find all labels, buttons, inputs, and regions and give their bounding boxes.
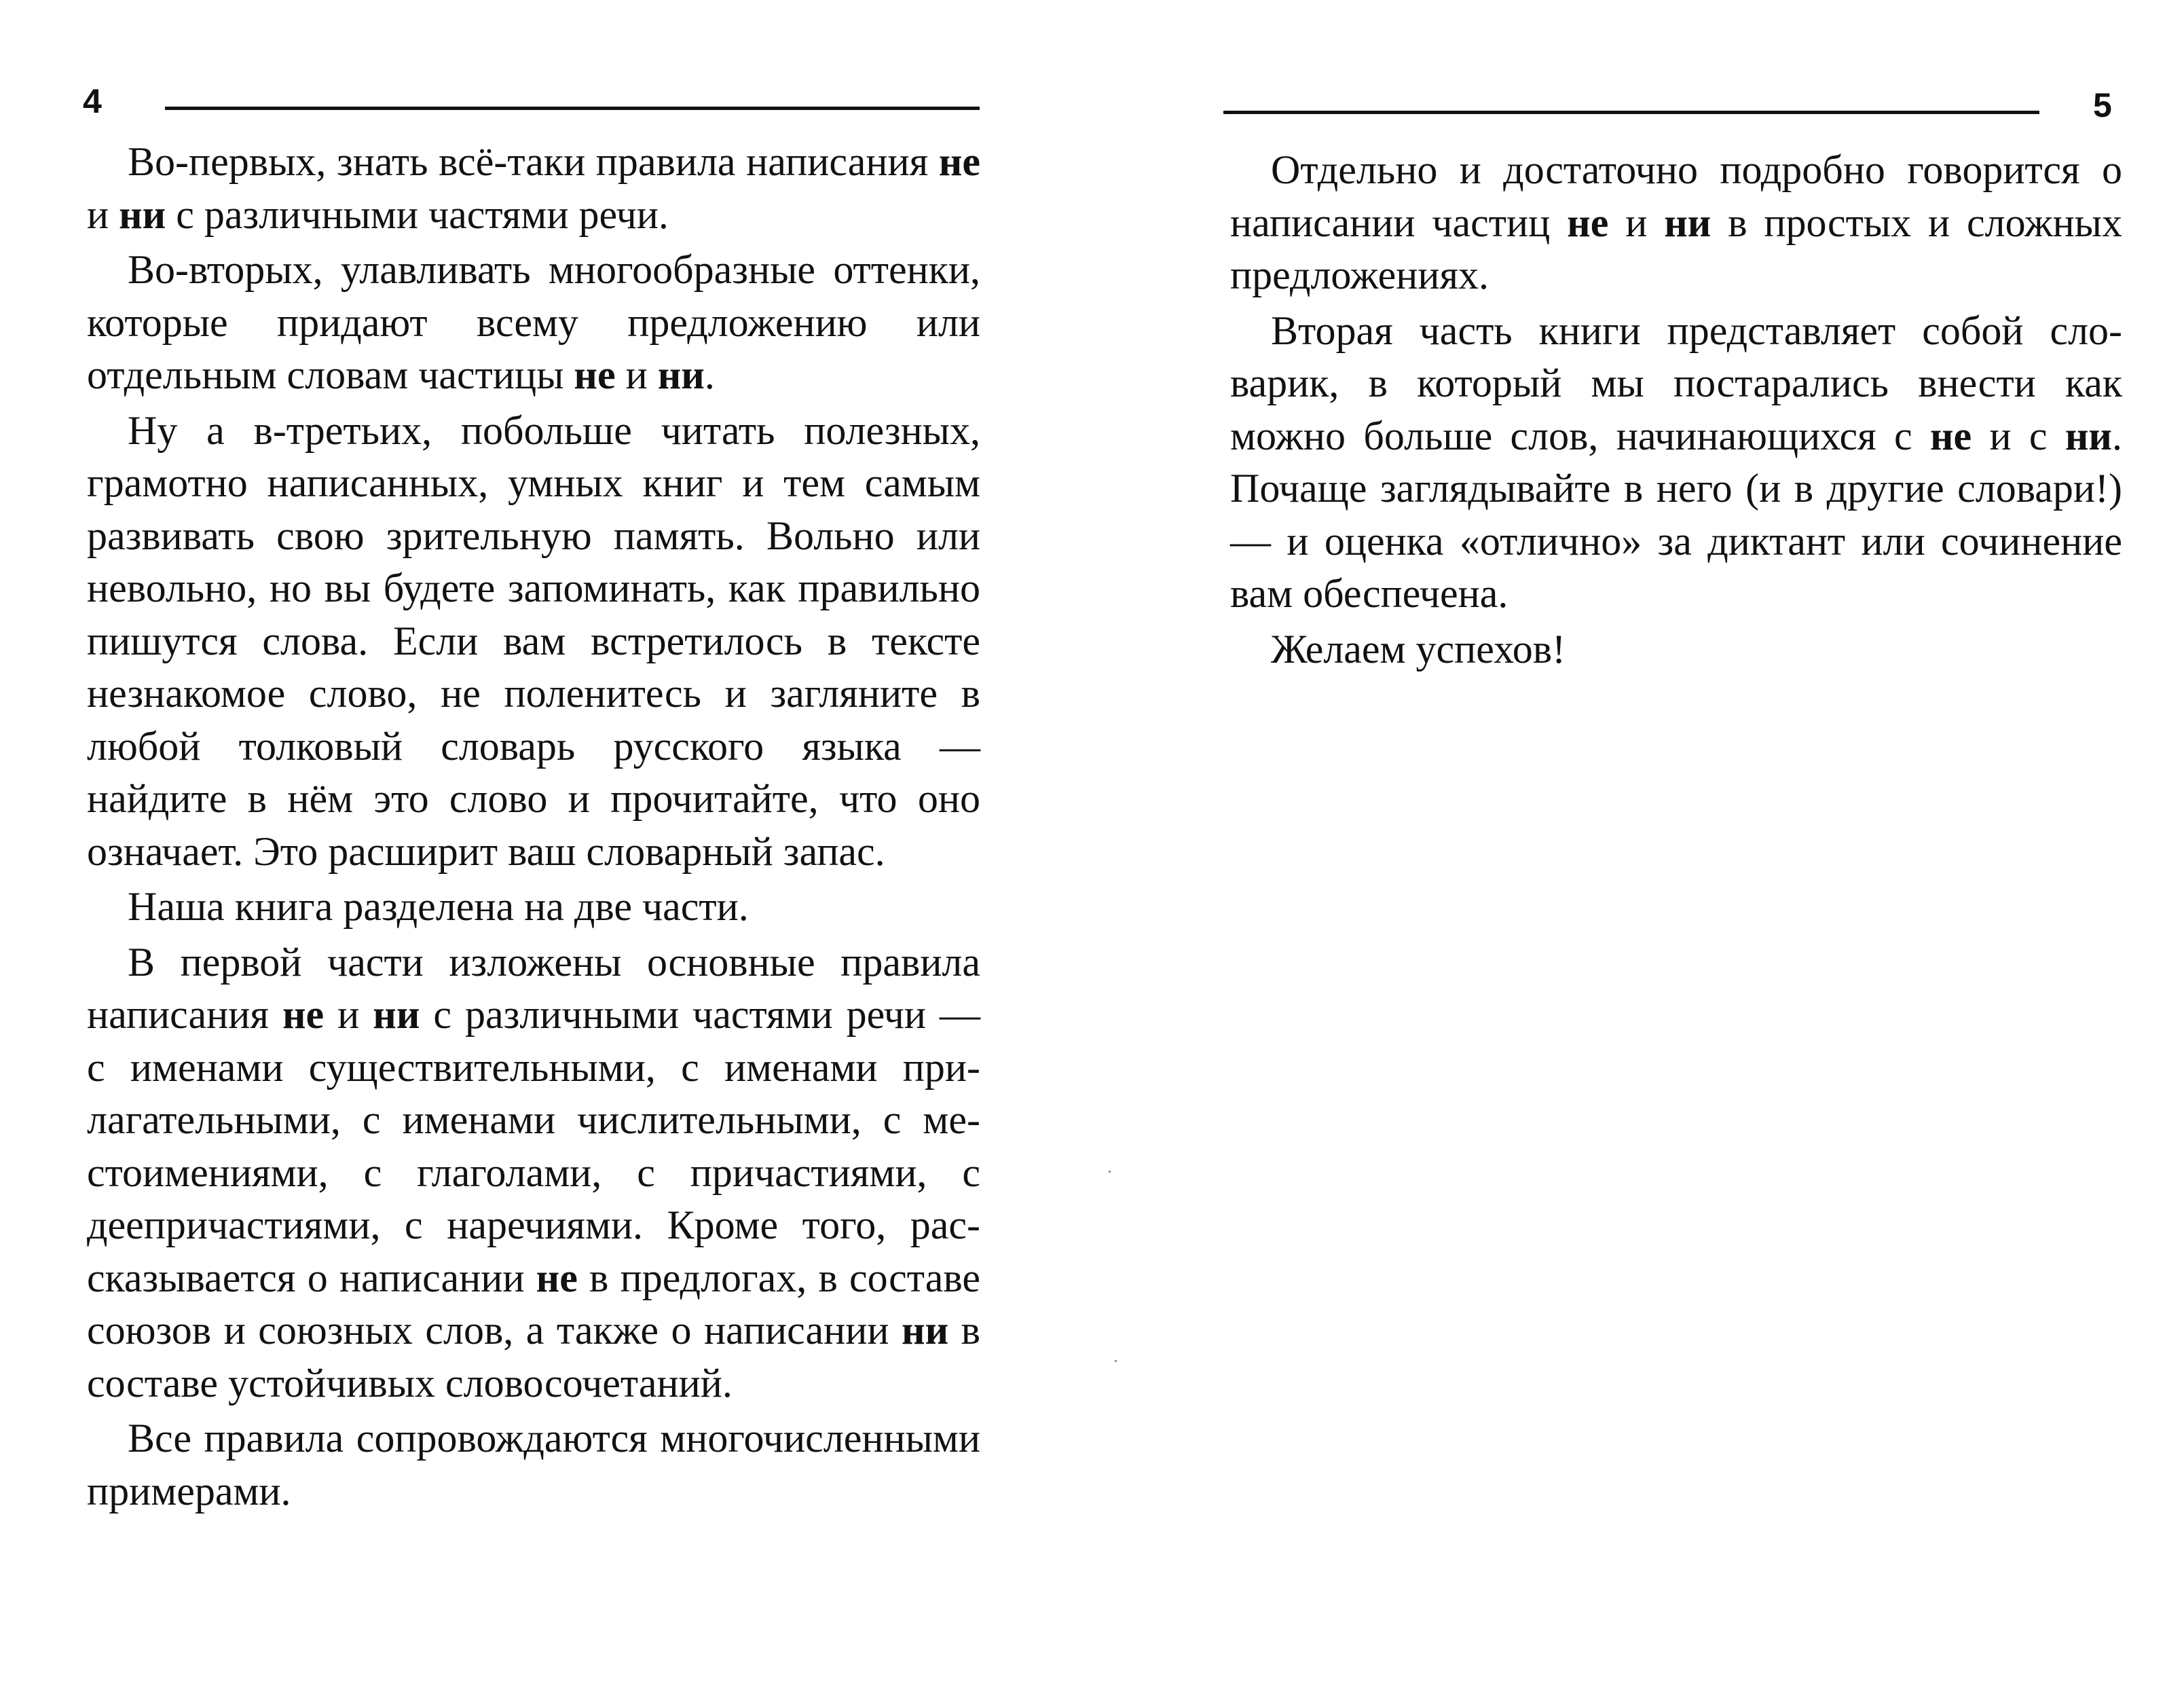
page-number: 5 <box>2093 86 2112 124</box>
text-run: Наша книга разделена на две части. <box>128 884 749 929</box>
particle-bold: ни <box>902 1308 949 1353</box>
particle-bold: не <box>536 1255 578 1300</box>
text-run: в составе устойчивых словосочетаний. <box>87 1308 980 1406</box>
text-run: Отдельно и достаточно подробно говорится о написании частиц <box>1230 147 2122 245</box>
text-run: с различными частями речи — с именами существительными, с именами прилагательными, с именами числительными, с местоимениями, с глаголами, с причастиями, с деепричастиями, с наречиями. Кроме того, рассказывается о написании <box>87 992 981 1300</box>
particle-bold: не <box>1929 413 1972 458</box>
text-run: и <box>87 191 119 237</box>
text-run: Вторая часть книги представляет собой словарик, в который мы постарались внести как можно больше слов, начинающихся с <box>1230 308 2122 458</box>
paragraph <box>1230 623 2122 676</box>
text-run: с различными частями речи. <box>166 191 669 237</box>
paragraph <box>87 136 980 241</box>
paragraph <box>87 881 980 934</box>
body-text <box>1230 144 2122 678</box>
text-run: В первой части изложены основные правила написания <box>87 939 980 1037</box>
paragraph <box>1230 144 2122 302</box>
text-run: Во-вторых, улавливать многообразные оттенки, которые придают всему предложению или отдельным словам частицы <box>87 247 980 397</box>
particle-bold: ни <box>2065 413 2112 458</box>
header-rule <box>1223 111 2039 114</box>
body-text <box>87 136 980 1520</box>
text-run: и <box>615 352 658 397</box>
particle-bold: не <box>574 352 616 397</box>
paragraph <box>87 244 980 402</box>
particle-bold: ни <box>119 191 166 237</box>
particle-bold: не <box>282 992 325 1037</box>
text-run: в простых и сложных предложениях. <box>1230 200 2122 297</box>
particle-bold: не <box>1567 200 1609 245</box>
text-run: и <box>1608 200 1665 245</box>
header-rule <box>165 107 980 110</box>
particle-bold: не <box>938 139 980 184</box>
particle-bold: ни <box>373 992 420 1037</box>
page-number: 4 <box>83 82 102 120</box>
text-run: . <box>704 352 715 397</box>
text-run: Во-первых, знать всё-таки правила написания <box>128 139 939 184</box>
particle-bold: ни <box>1664 200 1711 245</box>
text-run: и <box>324 992 373 1037</box>
scan-speck <box>1109 1171 1111 1173</box>
text-run: Все правила сопровождаются многочисленными примерами. <box>87 1416 980 1513</box>
particle-bold: ни <box>657 352 705 397</box>
paragraph <box>1230 305 2122 621</box>
scan-speck <box>1115 1360 1117 1362</box>
text-run: в предлогах, в составе союзов и союзных слов, а также о написании <box>87 1255 980 1353</box>
right-page <box>1092 0 2184 1688</box>
paragraph <box>87 1412 980 1518</box>
text-run: Желаем успехов! <box>1271 626 1566 672</box>
paragraph <box>87 936 980 1410</box>
paragraph <box>87 405 980 879</box>
text-run: Ну а в-третьих, побольше читать полезных, грамотно написанных, умных книг и тем самым развивать свою зрительную память. Вольно или невольно, но вы будете запоминать, как правильно пишутся слова. Если вам встретилось в тексте незнакомое слово, не поленитесь и загляните в любой толковый словарь русского языка — найдите в нём это слово и прочитайте, что оно означает. Это расширит ваш словарный запас. <box>87 407 980 874</box>
text-run: и с <box>1972 413 2065 458</box>
text-run: . Почаще заглядывайте в него (и в другие словари!) — и оценка «отлично» за диктант или сочинение вам обеспечена. <box>1230 413 2122 616</box>
